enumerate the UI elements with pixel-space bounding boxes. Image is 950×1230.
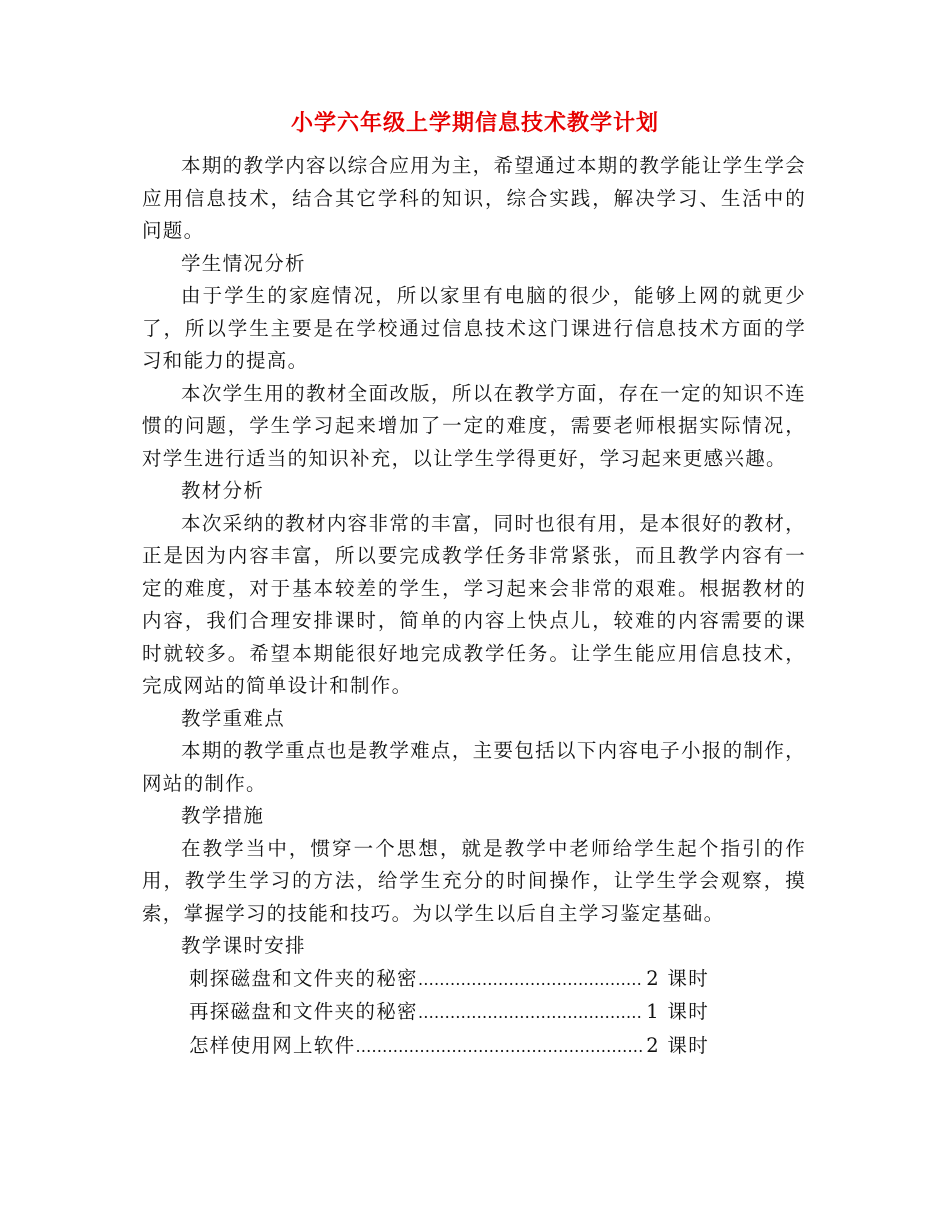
paragraph-measures: 在教学当中，惯穿一个思想，就是教学中老师给学生起个指引的作用，教学生学习的方法，给学生充分的时间操作，让学生学会观察，摸索，掌握学习的技能和技巧。为以学生以后自主学习鉴定基础。	[142, 836, 806, 925]
document-title: 小学六年级上学期信息技术教学计划	[290, 111, 659, 136]
dot-leader	[355, 1031, 642, 1064]
paragraph-key-points: 本期的教学重点也是教学难点，主要包括以下内容电子小报的制作，网站的制作。	[142, 739, 806, 795]
schedule-list	[142, 963, 806, 1064]
paragraph-textbook-content: 本次采纳的教材内容非常的丰富，同时也很有用，是本很好的教材，正是因为内容丰富，所以要完成教学任务非常紧张，而且教学内容有一定的难度，对于基本较差的学生，学习起来会非常的艰难。根据教材的内容，我们合理安排课时，简单的内容上快点儿，较难的内容需要的课时就较多。希望本期能很好地完成教学任务。让学生能应用信息技术，完成网站的简单设计和制作。	[142, 511, 806, 697]
section-heading-student-analysis: 学生情况分析	[181, 251, 306, 275]
document-body	[142, 150, 806, 1063]
dot-leader	[418, 964, 642, 997]
intro-paragraph: 本期的教学内容以综合应用为主，希望通过本期的教学能让学生学会应用信息技术，结合其它学科的知识，综合实践，解决学习、生活中的问题。	[142, 154, 806, 242]
section-heading-key-points: 教学重难点	[181, 706, 286, 730]
schedule-item	[189, 1030, 709, 1064]
schedule-item-hours: 2 课时	[646, 966, 709, 990]
section-heading-measures: 教学措施	[181, 804, 265, 827]
schedule-item-title: 再探磁盘和文件夹的秘密	[189, 1000, 418, 1023]
dot-leader	[418, 997, 642, 1030]
schedule-item-hours: 1 课时	[646, 1000, 709, 1023]
schedule-item	[189, 963, 709, 997]
section-heading-textbook-analysis: 教材分析	[181, 479, 265, 502]
section-heading-schedule: 教学课时安排	[181, 934, 306, 957]
schedule-item	[189, 996, 709, 1030]
paragraph-textbook-revision: 本次学生用的教材全面改版，所以在教学方面，存在一定的知识不连惯的问题，学生学习起来增加了一定的难度，需要老师根据实际情况，对学生进行适当的知识补充，以让学生学得更好，学习起来更感兴趣。	[142, 381, 806, 470]
paragraph-student-situation: 由于学生的家庭情况，所以家里有电脑的很少，能够上网的就更少了，所以学生主要是在学校通过信息技术这门课进行信息技术方面的学习和能力的提高。	[142, 284, 806, 372]
schedule-item-title: 刺探磁盘和文件夹的秘密	[189, 966, 418, 990]
schedule-item-hours: 2 课时	[646, 1033, 709, 1057]
schedule-item-title: 怎样使用网上软件	[189, 1033, 356, 1057]
